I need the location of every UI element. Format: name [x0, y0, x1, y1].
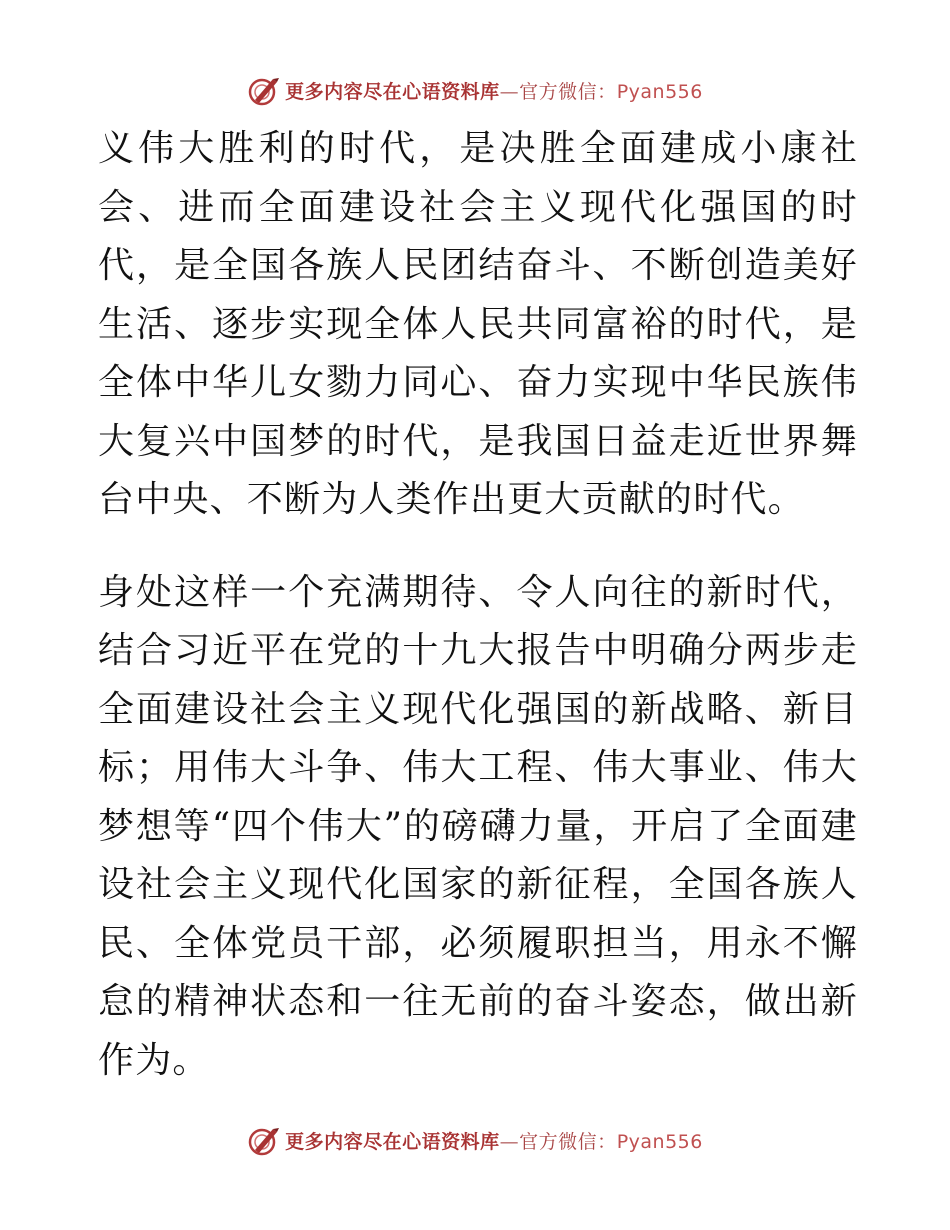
footer-banner: [0, 1122, 950, 1158]
banner-dash: —: [499, 1130, 520, 1153]
banner-dash: —: [499, 80, 520, 103]
banner-text: [285, 77, 703, 104]
banner-wechat-label: 官方微信：: [519, 80, 617, 103]
banner-wechat-id: Pyan556: [616, 80, 703, 103]
banner-site: 更多内容尽在心语资料库: [285, 1130, 500, 1153]
pen-logo-icon: [247, 73, 281, 107]
paragraph-1: 义伟大胜利的时代，是决胜全面建成小康社会、进而全面建设社会主义现代化强国的时代，是全国各族人民团结奋斗、不断创造美好生活、逐步实现全体人民共同富裕的时代，是全体中华儿女勠力同心、奋力实现中华民族伟大复兴中国梦的时代，是我国日益走近世界舞台中央、不断为人类作出更大贡献的时代。: [98, 128, 858, 520]
document-body: [98, 120, 858, 1090]
banner-site: 更多内容尽在心语资料库: [285, 80, 500, 103]
pen-logo-icon: [247, 1123, 281, 1157]
header-banner: [0, 72, 950, 108]
banner-text: [285, 1127, 703, 1154]
banner-wechat-id: Pyan556: [616, 1130, 703, 1153]
paragraph-2: 身处这样一个充满期待、令人向往的新时代，结合习近平在党的十九大报告中明确分两步走全面建设社会主义现代化强国的新战略、新目标；用伟大斗争、伟大工程、伟大事业、伟大梦想等“四个伟大”的磅礴力量，开启了全面建设社会主义现代化国家的新征程，全国各族人民、全体党员干部，必须履职担当，用永不懈怠的精神状态和一往无前的奋斗姿态，做出新作为。: [98, 571, 858, 1081]
banner-wechat-label: 官方微信：: [519, 1130, 617, 1153]
